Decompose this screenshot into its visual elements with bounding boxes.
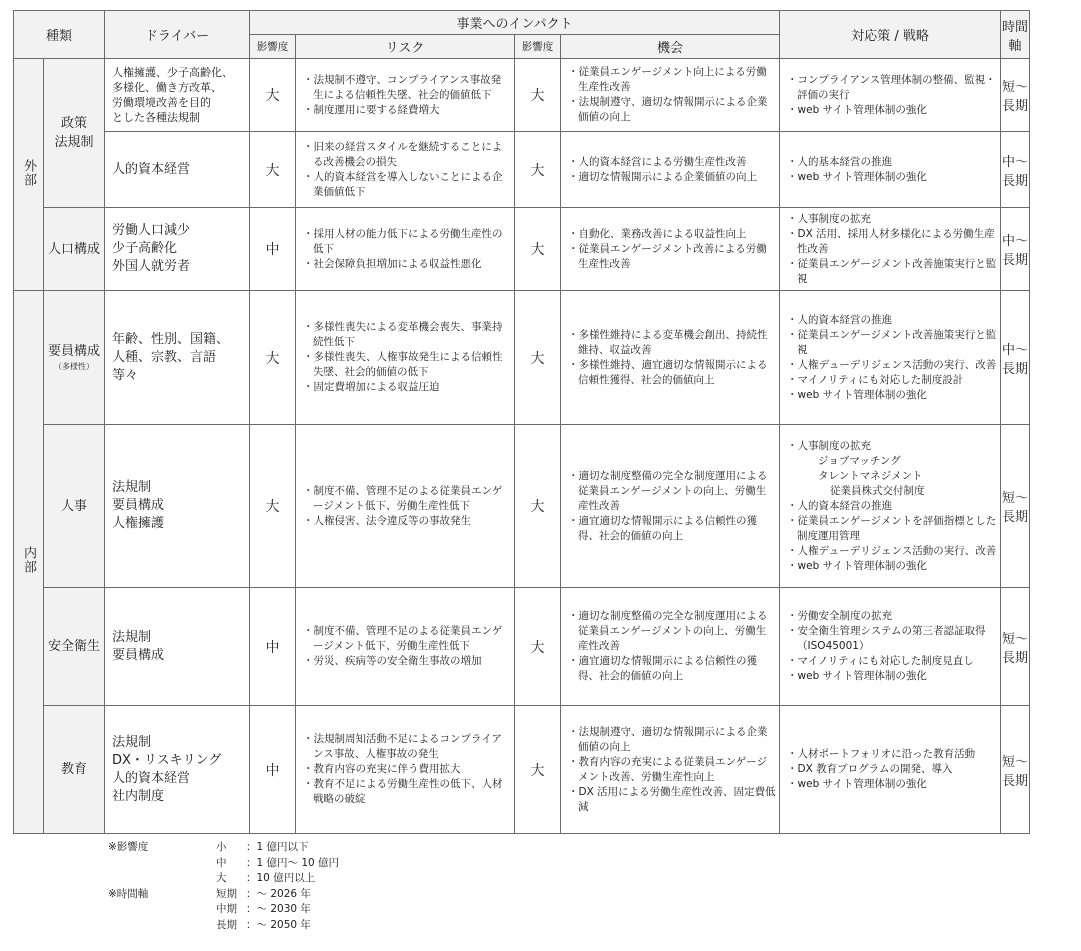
strategy-item: ・ マイノリティにも対応した制度見直し	[787, 654, 997, 669]
opportunity-item: ・ 適切な制度整備の完全な制度運用による従業員エンゲージメントの向上、労働生産性改善	[568, 609, 776, 654]
risk-cell	[296, 132, 515, 208]
header-risk: リスク	[296, 35, 515, 59]
header-driver: ドライバー	[105, 11, 250, 59]
driver-text: 年齢、性別、国籍、 人種、宗教、言語 等々	[112, 331, 230, 383]
opportunity-degree: 大	[515, 132, 561, 208]
impact-note-value: ：10 億円以上	[246, 872, 316, 884]
opportunity-degree: 大	[515, 208, 561, 291]
driver-text: 法規制 要員構成	[112, 629, 165, 663]
impact-note-value: ：1 億円以下	[246, 841, 309, 853]
term-cell: 中〜長期	[1001, 208, 1030, 291]
strategy-item: ・ 人的基本経営の推進	[787, 155, 997, 170]
strategy-item: ・ web サイト管理体制の強化	[787, 103, 997, 118]
header-risk-degree: 影響度	[250, 35, 296, 59]
opportunity-cell	[561, 59, 780, 132]
opportunity-item: ・ 適宜適切な情報開示による信頼性の獲得、社会的価値の向上	[568, 514, 776, 544]
strategy-list	[780, 73, 1000, 118]
strategy-subitem: タレントマネジメント	[818, 469, 923, 482]
opportunity-cell	[561, 588, 780, 706]
opportunity-item: ・ 適宜適切な情報開示による信頼性の獲得、社会的価値の向上	[568, 654, 776, 684]
strategy-item: ・ 人的資本経営の推進	[787, 313, 997, 328]
opportunity-degree: 大	[515, 706, 561, 834]
opportunity-list	[561, 65, 779, 125]
term-cell: 短〜長期	[1001, 706, 1030, 834]
risk-degree: 大	[250, 425, 296, 588]
opportunity-item: ・ 法規制遵守、適切な情報開示による企業価値の向上	[568, 725, 776, 755]
risk-item: ・ 人権侵害、法令違反等の事故発生	[303, 514, 511, 529]
opportunity-cell	[561, 208, 780, 291]
opportunity-list	[561, 725, 779, 815]
opportunity-degree: 大	[515, 291, 561, 425]
strategy-item: ・ 安全衛生管理システムの第三者認証取得（ISO45001）	[787, 624, 997, 654]
subcategory-cell	[44, 425, 105, 588]
strategy-list	[780, 439, 1000, 574]
risk-item: ・ 教育不足による労働生産性の低下、人材戦略の破綻	[303, 777, 511, 807]
risk-item: ・ 制度運用に要する経費増大	[303, 103, 511, 118]
risk-item: ・ 採用人材の能力低下による労働生産性の低下	[303, 227, 511, 257]
strategy-item: ・ web サイト管理体制の強化	[787, 669, 997, 684]
group-label: 内部	[21, 546, 36, 574]
strategy-item: ・ 労働安全制度の拡充	[787, 609, 997, 624]
strategy-cell	[780, 132, 1001, 208]
strategy-cell	[780, 208, 1001, 291]
opportunity-list	[561, 469, 779, 544]
risk-degree: 中	[250, 706, 296, 834]
opportunity-item: ・ 人的資本経営による労働生産性改善	[568, 155, 776, 170]
strategy-cell	[780, 706, 1001, 834]
subcategory-label: 政策 法規制	[54, 116, 94, 150]
table-row	[14, 706, 1030, 834]
risk-item: ・ 多様性喪失による変革機会喪失、事業持続性低下	[303, 320, 511, 350]
opportunity-degree: 大	[515, 425, 561, 588]
subcategory-label: 教育	[61, 762, 88, 777]
risk-item: ・ 固定費増加による収益圧迫	[303, 380, 511, 395]
term-cell: 短〜長期	[1001, 425, 1030, 588]
header-type: 種類	[14, 11, 105, 59]
risk-cell	[296, 425, 515, 588]
opportunity-item: ・ 従業員エンゲージメント向上による労働生産性改善	[568, 65, 776, 95]
opportunity-list	[561, 227, 779, 272]
risk-item: ・ 多様性喪失、人権事故発生による信頼性失墜、社会的価値の低下	[303, 350, 511, 380]
driver-cell	[105, 425, 250, 588]
strategy-list	[780, 212, 1000, 287]
strategy-item: ・ DX 活用、採用人材多様化による労働生産性改善	[787, 227, 997, 257]
header-opportunity: 機会	[561, 35, 780, 59]
risk-degree: 中	[250, 208, 296, 291]
subcategory-label: 安全衛生	[48, 639, 101, 654]
risk-degree: 大	[250, 59, 296, 132]
opportunity-cell	[561, 291, 780, 425]
risk-degree: 中	[250, 588, 296, 706]
strategy-item: ・ コンプライアンス管理体制の整備、監視・評価の実行	[787, 73, 997, 103]
opportunity-list	[561, 609, 779, 684]
driver-cell	[105, 291, 250, 425]
subcategory-label: 人事	[61, 498, 88, 514]
risk-cell	[296, 59, 515, 132]
risk-cell	[296, 706, 515, 834]
strategy-item: ・ 従業員エンゲージメント改善施策実行と監視	[787, 257, 997, 287]
term-note-key: 短期	[216, 887, 237, 900]
strategy-item: ・ 従業員エンゲージメントを評価指標とした制度運用管理	[787, 514, 997, 544]
table-row	[14, 588, 1030, 706]
impact-note-value: ：1 億円〜 10 億円	[246, 856, 340, 869]
risk-cell	[296, 588, 515, 706]
risk-item: ・ 労災、疾病等の安全衛生事故の増加	[303, 654, 511, 669]
strategy-cell	[780, 59, 1001, 132]
strategy-item: ・ 人材ポートフォリオに沿った教育活動	[787, 747, 997, 762]
strategy-item: ・ 従業員エンゲージメント改善施策実行と監視	[787, 328, 997, 358]
opportunity-cell	[561, 425, 780, 588]
strategy-item: ・ web サイト管理体制の強化	[787, 388, 997, 403]
driver-text: 人的資本経営	[112, 161, 191, 177]
strategy-cell	[780, 588, 1001, 706]
table-row	[14, 208, 1030, 291]
opportunity-list	[561, 155, 779, 185]
risk-list	[296, 484, 514, 529]
term-cell: 中〜長期	[1001, 291, 1030, 425]
group-internal	[14, 291, 44, 834]
subcategory-label: 人口構成	[48, 241, 101, 257]
strategy-list	[780, 609, 1000, 684]
risk-list	[296, 624, 514, 669]
strategy-item: ・ web サイト管理体制の強化	[787, 170, 997, 185]
risk-item: ・ 法規制周知活動不足によるコンプライアンス事故、人権事故の発生	[303, 732, 511, 762]
risk-degree: 大	[250, 291, 296, 425]
term-cell: 中〜長期	[1001, 132, 1030, 208]
term-note-value: ：〜 2026 年	[246, 887, 311, 900]
header-strategy: 対応策 / 戦略	[780, 11, 1001, 59]
driver-text: 労働人口減少 少子高齢化 外国人就労者	[112, 223, 191, 274]
strategy-item: ・ DX 教育プログラムの開発、導入	[787, 762, 997, 777]
strategy-item: ・ 人事制度の拡充	[787, 212, 997, 227]
strategy-subitem: ジョブマッチング	[818, 454, 901, 467]
group-external	[14, 59, 44, 291]
header-term: 時間軸	[1001, 11, 1030, 59]
subcategory-cell	[44, 706, 105, 834]
opportunity-cell	[561, 132, 780, 208]
impact-note-key: 大	[216, 872, 227, 884]
impact-note-label: ※影響度	[108, 841, 149, 853]
strategy-item: ・ 人的資本経営の推進	[787, 499, 997, 514]
opportunity-item: ・ 適切な制度整備の完全な制度運用による従業員エンゲージメントの向上、労働生産性改善	[568, 469, 776, 514]
subcategory-cell	[44, 208, 105, 291]
strategy-item: ・ web サイト管理体制の強化	[787, 559, 997, 574]
opportunity-item: ・ 多様性維持による変革機会創出、持続性維持、収益改善	[568, 328, 776, 358]
risk-list	[296, 140, 514, 200]
strategy-list	[780, 747, 1000, 792]
risk-list	[296, 227, 514, 272]
risk-opportunity-table	[13, 10, 1030, 834]
opportunity-item: ・ DX 活用による労働生産性改善、固定費低減	[568, 785, 776, 815]
footnotes	[108, 840, 339, 933]
term-cell: 短〜長期	[1001, 59, 1030, 132]
driver-cell	[105, 706, 250, 834]
table-row	[14, 291, 1030, 425]
opportunity-degree: 大	[515, 588, 561, 706]
risk-item: ・ 教育内容の充実に伴う費用拡大	[303, 762, 511, 777]
subcategory-cell	[44, 291, 105, 425]
risk-degree: 大	[250, 132, 296, 208]
risk-list	[296, 73, 514, 118]
subcategory-label: 要員構成	[48, 344, 101, 359]
driver-cell	[105, 208, 250, 291]
term-note-value: ：〜 2050 年	[246, 918, 311, 931]
strategy-cell	[780, 291, 1001, 425]
opportunity-list	[561, 328, 779, 388]
risk-list	[296, 320, 514, 395]
strategy-item: ・ 人権デューデリジェンス活動の実行、改善	[787, 358, 997, 373]
header-opportunity-degree: 影響度	[515, 35, 561, 59]
driver-cell	[105, 59, 250, 132]
strategy-list	[780, 313, 1000, 403]
term-note-value: ：〜 2030 年	[246, 903, 311, 915]
driver-text: 人権擁護、少子高齢化、 多様化、働き方改革、 労働環境改善を目的 とした各種法規制	[112, 66, 234, 124]
strategy-subitem: 従業員株式交付制度	[830, 484, 925, 497]
strategy-item: ・ 人権デューデリジェンス活動の実行、改善	[787, 544, 997, 559]
opportunity-cell	[561, 706, 780, 834]
group-label: 外部	[21, 158, 36, 187]
risk-item: ・ 社会保障負担増加による収益性悪化	[303, 257, 511, 272]
subcategory-note: （多様性）	[54, 362, 94, 371]
strategy-item: ・ 人事制度の拡充	[787, 439, 997, 454]
term-note-key: 中期	[216, 903, 237, 915]
driver-cell	[105, 132, 250, 208]
impact-note-key: 小	[216, 841, 227, 853]
table-row	[14, 425, 1030, 588]
opportunity-item: ・ 多様性維持、適宜適切な情報開示による信頼性獲得、社会的価値向上	[568, 358, 776, 388]
term-note-label: ※時間軸	[108, 887, 149, 900]
risk-list	[296, 732, 514, 807]
opportunity-item: ・ 自動化、業務改善による収益性向上	[568, 227, 776, 242]
strategy-cell	[780, 425, 1001, 588]
subcategory-cell	[44, 59, 105, 208]
term-cell: 短〜長期	[1001, 588, 1030, 706]
opportunity-item: ・ 従業員エンゲージメント改善による労働生産性改善	[568, 242, 776, 272]
opportunity-item: ・ 教育内容の充実による従業員エンゲージメント改善、労働生産性向上	[568, 755, 776, 785]
opportunity-degree: 大	[515, 59, 561, 132]
opportunity-item: ・ 法規制遵守、適切な情報開示による企業価値の向上	[568, 95, 776, 125]
term-note-key: 長期	[216, 918, 237, 931]
strategy-item: ・ マイノリティにも対応した制度設計	[787, 373, 997, 388]
risk-item: ・ 人的資本経営を導入しないことによる企業価値低下	[303, 170, 511, 200]
risk-item: ・ 旧来の経営スタイルを継続することによる改善機会の損失	[303, 140, 511, 170]
strategy-item: ・ web サイト管理体制の強化	[787, 777, 997, 792]
table-row	[14, 59, 1030, 132]
driver-cell	[105, 588, 250, 706]
risk-cell	[296, 208, 515, 291]
risk-item: ・ 制度不備、管理不足のよる従業員エンゲージメント低下、労働生産性低下	[303, 624, 511, 654]
subcategory-cell	[44, 588, 105, 706]
table-row	[14, 132, 1030, 208]
strategy-list	[780, 155, 1000, 185]
risk-item: ・ 法規制不遵守、コンプライアンス事故発生による信頼性失墜、社会的価値低下	[303, 73, 511, 103]
driver-text: 法規制 DX・リスキリング 人的資本経営 社内制度	[112, 734, 222, 804]
opportunity-item: ・ 適切な情報開示による企業価値の向上	[568, 170, 776, 185]
risk-cell	[296, 291, 515, 425]
driver-text: 法規制 要員構成 人権擁護	[112, 480, 165, 531]
impact-note-key: 中	[216, 856, 227, 869]
risk-item: ・ 制度不備、管理不足のよる従業員エンゲージメント低下、労働生産性低下	[303, 484, 511, 514]
header-impact-group: 事業へのインパクト	[250, 11, 780, 35]
